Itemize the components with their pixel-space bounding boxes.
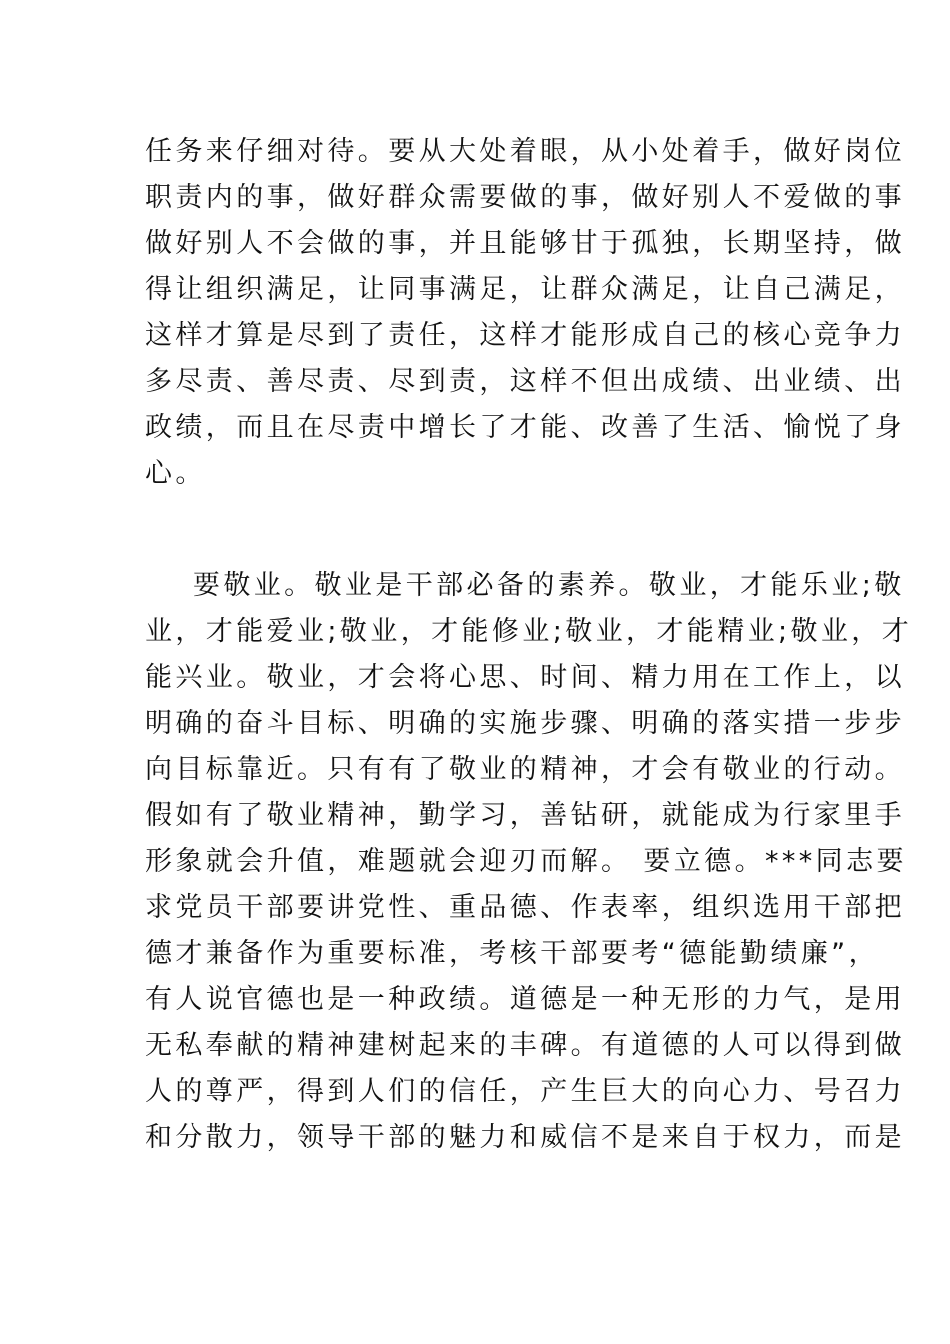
text-line: 这样才算是尽到了责任，这样才能形成自己的核心竞争力	[145, 320, 905, 351]
text-line: 做好别人不会做的事，并且能够甘于孤独，长期坚持，做	[145, 228, 905, 259]
text-line: 得让组织满足，让同事满足，让群众满足，让自己满足，	[145, 274, 905, 305]
text-line: 有人说官德也是一种政绩。道德是一种无形的力气，是用	[145, 984, 905, 1015]
text-line: 职责内的事，做好群众需要做的事，做好别人不爱做的事	[145, 182, 905, 213]
text-line: 假如有了敬业精神，勤学习，善钻研，就能成为行家里手	[145, 800, 905, 831]
text-line: 明确的奋斗目标、明确的实施步骤、明确的落实措一步步	[145, 708, 905, 739]
text-line: 多尽责、善尽责、尽到责，这样不但出成绩、出业绩、出	[145, 366, 905, 397]
text-line: 能兴业。敬业，才会将心思、时间、精力用在工作上，以	[145, 662, 905, 693]
text-line: 向目标靠近。只有有了敬业的精神，才会有敬业的行动。	[145, 754, 905, 785]
text-line: 无私奉献的精神建树起来的丰碑。有道德的人可以得到做	[145, 1030, 905, 1061]
text-line: 要敬业。敬业是干部必备的素养。敬业，才能乐业;敬	[145, 570, 905, 601]
text-line: 人的尊严，得到人们的信任，产生巨大的向心力、号召力	[145, 1076, 905, 1107]
text-line: 政绩，而且在尽责中增长了才能、改善了生活、愉悦了身	[145, 412, 905, 443]
text-line: 和分散力，领导干部的魅力和威信不是来自于权力，而是	[145, 1122, 905, 1153]
text-line: 德才兼备作为重要标准，考核干部要考“德能勤绩廉”，	[145, 938, 879, 969]
text-line: 任务来仔细对待。要从大处着眼，从小处着手，做好岗位	[145, 136, 905, 167]
text-line: 求党员干部要讲党性、重品德、作表率，组织选用干部把	[145, 892, 905, 923]
text-line: 业，才能爱业;敬业，才能修业;敬业，才能精业;敬业，才	[145, 616, 913, 647]
text-line: 形象就会升值，难题就会迎刃而解。 要立德。***同志要	[145, 846, 907, 877]
text-line: 心。	[145, 458, 206, 489]
